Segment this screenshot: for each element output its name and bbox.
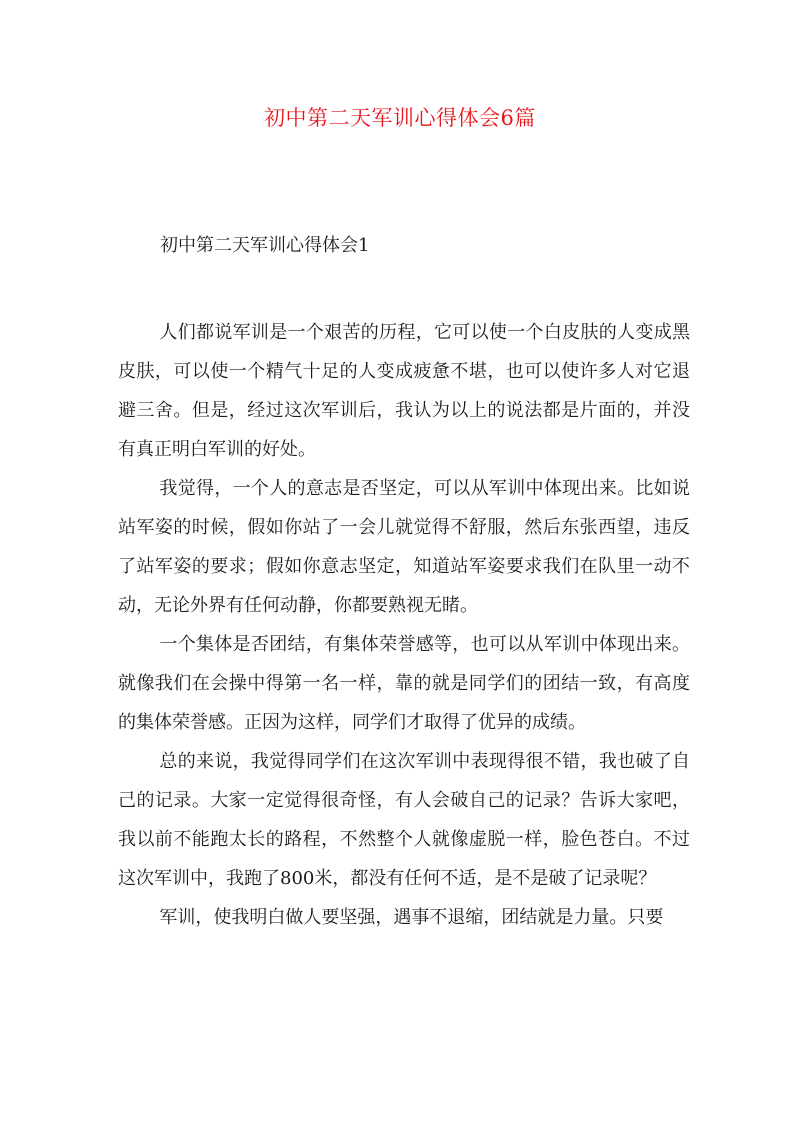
section-heading: 初中第二天军训心得体会1 [160,235,370,256]
paragraph: 人们都说军训是一个艰苦的历程，它可以使一个白皮肤的人变成黑皮肤，可以使一个精气十足的人变成疲惫不堪，也可以使许多人对它退避三舍。但是，经过这次军训后，我认为以上的说法都是片面的，并没有真正明白军训的好处。 [118,322,690,460]
paragraph: 我觉得，一个人的意志是否坚定，可以从军训中体现出来。比如说站军姿的时候，假如你站了一会儿就觉得不舒服，然后东张西望，违反了站军姿的要求；假如你意志坚定，知道站军姿要求我们在队里一动不动，无论外界有任何动静，你都要熟视无睹。 [118,478,690,616]
document-body [118,313,690,937]
paragraph: 军训，使我明白做人要坚强，遇事不退缩，团结就是力量。只要 [159,907,664,928]
document-title: 初中第二天军训心得体会6篇 [264,106,536,130]
paragraph: 一个集体是否团结，有集体荣誉感等，也可以从军训中体现出来。就像我们在会操中得第一名一样，靠的就是同学们的团结一致，有高度的集体荣誉感。正因为这样，同学们才取得了优异的成绩。 [118,634,690,733]
paragraph: 总的来说，我觉得同学们在这次军训中表现得很不错，我也破了自己的记录。大家一定觉得很奇怪，有人会破自己的记录？告诉大家吧，我以前不能跑太长的路程，不然整个人就像虚脱一样，脸色苍白。不过这次军训中，我跑了800米，都没有任何不适，是不是破了记录呢？ [118,751,690,889]
